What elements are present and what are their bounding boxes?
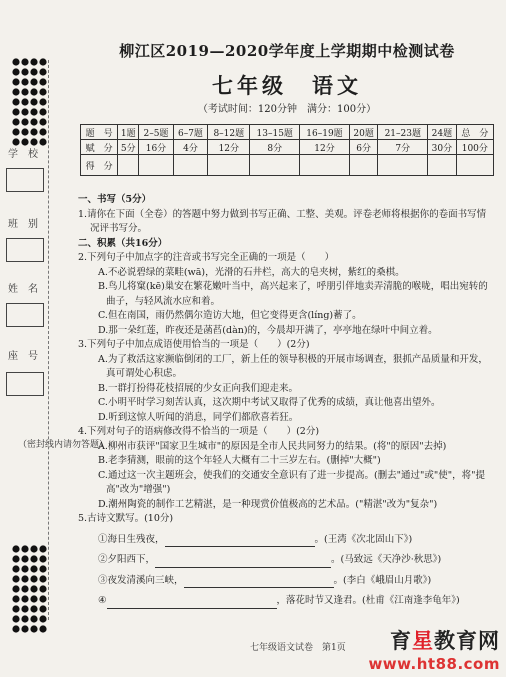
watermark-url: www.ht88.com xyxy=(368,655,500,673)
poem-4-prompt: ④ xyxy=(98,595,107,606)
dot xyxy=(39,118,46,125)
q4-stem: 4.下列对句子的语病修改得不恰当的一项是（ ）(2分) xyxy=(78,426,320,437)
dot xyxy=(21,615,28,622)
school-field[interactable] xyxy=(6,168,44,192)
poem-2-answer-blank[interactable] xyxy=(155,557,331,568)
subject-title: 七年级 语文 xyxy=(212,73,362,98)
dot xyxy=(30,555,37,562)
dot xyxy=(39,605,46,612)
dot xyxy=(12,98,19,105)
exam-info: （考试时间：120分钟 满分：100分） xyxy=(197,104,377,115)
score-cell[interactable] xyxy=(456,155,493,176)
dot xyxy=(39,108,46,115)
q3-option-c: C.小明平时学习刻苦认真，这次期中考试又取得了优秀的成绩，真让他喜出望外。 xyxy=(98,397,441,408)
name-field[interactable] xyxy=(6,303,44,327)
q5-stem: 5.古诗文默写。(10分) xyxy=(78,513,174,524)
dot xyxy=(12,545,19,552)
dot xyxy=(39,128,46,135)
q4-option-b: B.老李猜测，眼前的这个年轻人大概有二十三岁左右。(删掉"大概") xyxy=(98,455,381,466)
points-cell: 5分 xyxy=(118,140,139,155)
dot xyxy=(21,118,28,125)
points-cell: 6分 xyxy=(349,140,378,155)
row-label-points: 赋 分 xyxy=(81,140,118,155)
q2-stem: 2.下列句子中加点字的注音或书写完全正确的一项是（ ） xyxy=(78,252,335,263)
q3-option-a-cont: 真可谓处心积虑。 xyxy=(106,368,183,379)
score-cell[interactable] xyxy=(139,155,174,176)
exam-title: 柳江区2019—2020学年度上学期期中检测试卷 xyxy=(119,42,455,60)
dot xyxy=(39,78,46,85)
dot xyxy=(30,565,37,572)
q3-option-b: B.一群打扮得花枝招展的少女正向我们迎走来。 xyxy=(98,382,299,394)
q4-option-c: C.通过这一次主题班会，使我们的交通安全意识有了进一步提高。(删去"通过"或"使"，将"提 xyxy=(98,469,486,481)
question-cell: 6–7题 xyxy=(173,125,208,140)
dot xyxy=(21,128,28,135)
poem-3-answer-blank[interactable] xyxy=(184,577,334,588)
dot xyxy=(39,68,46,75)
dot xyxy=(39,98,46,105)
page-footer: 七年级语文试卷 第1页 xyxy=(250,643,346,653)
question-cell: 24题 xyxy=(428,125,457,140)
dot xyxy=(12,625,19,632)
points-cell: 8分 xyxy=(250,140,300,155)
seal-note: （密封线内请勿答题） xyxy=(18,440,109,450)
question-cell: 1题 xyxy=(118,125,139,140)
dot xyxy=(12,585,19,592)
dot-pattern-bottom xyxy=(12,545,48,635)
dot xyxy=(12,68,19,75)
score-cell[interactable] xyxy=(378,155,428,176)
seat-label: 座 号 xyxy=(8,351,38,362)
poem-line-2 xyxy=(78,553,498,568)
dot xyxy=(12,575,19,582)
dot xyxy=(30,575,37,582)
dot xyxy=(30,615,37,622)
dot xyxy=(21,138,28,145)
points-cell: 30分 xyxy=(428,140,457,155)
poem-1-answer-blank[interactable] xyxy=(165,536,315,547)
section-1-title: 一、书写（5分） xyxy=(78,194,152,205)
dot xyxy=(30,58,37,65)
score-cell[interactable] xyxy=(208,155,250,176)
score-cell[interactable] xyxy=(250,155,300,176)
dot xyxy=(12,128,19,135)
dot xyxy=(39,58,46,65)
class-field[interactable] xyxy=(6,238,44,262)
dot-pattern-top xyxy=(12,58,48,148)
row-label-question: 题 号 xyxy=(81,125,118,140)
question-cell: 16–19题 xyxy=(300,125,350,140)
row-label-score: 得 分 xyxy=(81,155,118,176)
poem-2-prompt: ②夕阳西下， xyxy=(98,554,156,565)
poem-3-prompt: ③夜发清溪向三峡， xyxy=(98,574,184,586)
dot xyxy=(39,585,46,592)
q4-option-c-cont: 高"改为"增强") xyxy=(106,484,171,495)
dot xyxy=(12,595,19,602)
poem-4-answer-blank[interactable] xyxy=(107,598,277,609)
points-cell: 7分 xyxy=(378,140,428,155)
q4-option-a: A.柳州市获评"国家卫生城市"的原因是全市人民共同努力的结果。(将"的原因"去掉) xyxy=(98,440,447,452)
dot xyxy=(21,595,28,602)
dot xyxy=(39,595,46,602)
dot xyxy=(39,625,46,632)
q2-option-b-cont: 曲子，与轻风流水应和着。 xyxy=(106,295,221,307)
dot xyxy=(21,68,28,75)
dot xyxy=(21,88,28,95)
q1-line-2: 况评书写分。 xyxy=(90,223,148,234)
dot xyxy=(39,555,46,562)
dot xyxy=(39,138,46,145)
dot xyxy=(30,78,37,85)
poem-line-1 xyxy=(78,533,498,548)
q3-stem: 3.下列句子中加点成语使用恰当的一项是（ ）(2分) xyxy=(78,339,310,350)
question-cell: 20题 xyxy=(349,125,378,140)
dot xyxy=(12,78,19,85)
dot xyxy=(12,108,19,115)
question-cell: 总 分 xyxy=(456,125,493,140)
score-cell[interactable] xyxy=(300,155,350,176)
score-cell[interactable] xyxy=(173,155,208,176)
dot xyxy=(12,58,19,65)
question-cell: 8–12题 xyxy=(208,125,250,140)
question-cell: 13–15题 xyxy=(250,125,300,140)
q2-option-a: A.不必说碧绿的菜畦(wā)，光滑的石井栏，高大的皂夹树，紫红的桑棋。 xyxy=(98,266,405,278)
dot xyxy=(30,118,37,125)
questions xyxy=(78,193,498,609)
section-2-title: 二、积累（共16分） xyxy=(78,237,168,249)
q1-line-1: 1.请你在下面（全卷）的答题中努力做到书写正确、工整、美观。评卷老师将根据你的卷面书写情 xyxy=(78,208,487,220)
dot xyxy=(30,595,37,602)
dot xyxy=(30,108,37,115)
dot xyxy=(39,545,46,552)
class-label: 班 别 xyxy=(8,219,38,230)
score-cell[interactable] xyxy=(118,155,139,176)
points-cell: 4分 xyxy=(173,140,208,155)
dot xyxy=(39,88,46,95)
dot xyxy=(30,88,37,95)
points-cell: 100分 xyxy=(456,140,493,155)
dot xyxy=(30,625,37,632)
dot xyxy=(12,138,19,145)
dot xyxy=(21,555,28,562)
q2-option-b: B.鸟儿将窠(kē)巢安在繁花嫩叶当中，高兴起来了，呼朋引伴地卖弄清脆的喉咙，唱出宛转的 xyxy=(98,281,488,292)
seal-line xyxy=(48,60,49,620)
poem-1-source: 。(王湾《次北固山下》) xyxy=(314,533,413,545)
dot xyxy=(21,108,28,115)
dot xyxy=(21,565,28,572)
dot xyxy=(30,138,37,145)
q2-option-d: D.那一朵红莲，昨夜还是菡萏(dàn)的，今晨却开满了，亭亭地在绿叶中间立着。 xyxy=(98,324,438,336)
score-cell[interactable] xyxy=(428,155,457,176)
score-table xyxy=(80,124,494,176)
name-label: 姓 名 xyxy=(8,284,38,295)
question-cell: 2–5题 xyxy=(139,125,174,140)
dot xyxy=(21,58,28,65)
site-watermark xyxy=(368,625,500,673)
poem-line-4 xyxy=(78,594,498,609)
dot xyxy=(30,128,37,135)
dot xyxy=(21,605,28,612)
dot xyxy=(30,98,37,105)
poem-2-source: 。(马致远《天净沙·秋思》) xyxy=(331,554,442,565)
dot xyxy=(21,545,28,552)
dot xyxy=(30,545,37,552)
points-cell: 16分 xyxy=(139,140,174,155)
school-label: 学 校 xyxy=(8,149,38,160)
dot xyxy=(39,565,46,572)
dot xyxy=(12,88,19,95)
dot xyxy=(21,625,28,632)
q2-option-c: C.但在南国，雨仍然偶尔造访大地，但它变得更含(líng)蓄了。 xyxy=(98,310,362,321)
dot xyxy=(30,68,37,75)
score-cell[interactable] xyxy=(349,155,378,176)
points-cell: 12分 xyxy=(208,140,250,155)
dot xyxy=(39,575,46,582)
poem-1-prompt: ①海日生残夜， xyxy=(98,533,165,545)
dot xyxy=(30,605,37,612)
poem-3-source: 。(李白《峨眉山月歌》) xyxy=(333,574,432,586)
dot xyxy=(12,565,19,572)
poem-line-3 xyxy=(78,574,498,589)
dot xyxy=(12,555,19,562)
dot xyxy=(21,575,28,582)
q3-option-d: D.听到这惊人听闻的消息，同学们都欣喜若狂。 xyxy=(98,411,299,423)
dot xyxy=(12,118,19,125)
dot xyxy=(21,585,28,592)
dot xyxy=(12,615,19,622)
dot xyxy=(39,615,46,622)
poem-4-source: ，落花时节又逢君。(杜甫《江南逢李龟年》) xyxy=(276,595,460,606)
dot xyxy=(30,585,37,592)
watermark-logo: 育星教育网 xyxy=(390,629,500,653)
points-cell: 12分 xyxy=(300,140,350,155)
dot xyxy=(21,78,28,85)
q3-option-a: A.为了救活这家濒临倒闭的工厂，新上任的领导积极的开展市场调查，狠抓产品质量和开发， xyxy=(98,353,488,365)
question-cell: 21–23题 xyxy=(378,125,428,140)
dot xyxy=(21,98,28,105)
dot xyxy=(12,605,19,612)
q4-option-d: D.潮州陶瓷的制作工艺精湛，是一种现赏价值极高的艺术品。("精湛"改为"复杂") xyxy=(98,498,438,510)
seat-field[interactable] xyxy=(6,372,44,396)
